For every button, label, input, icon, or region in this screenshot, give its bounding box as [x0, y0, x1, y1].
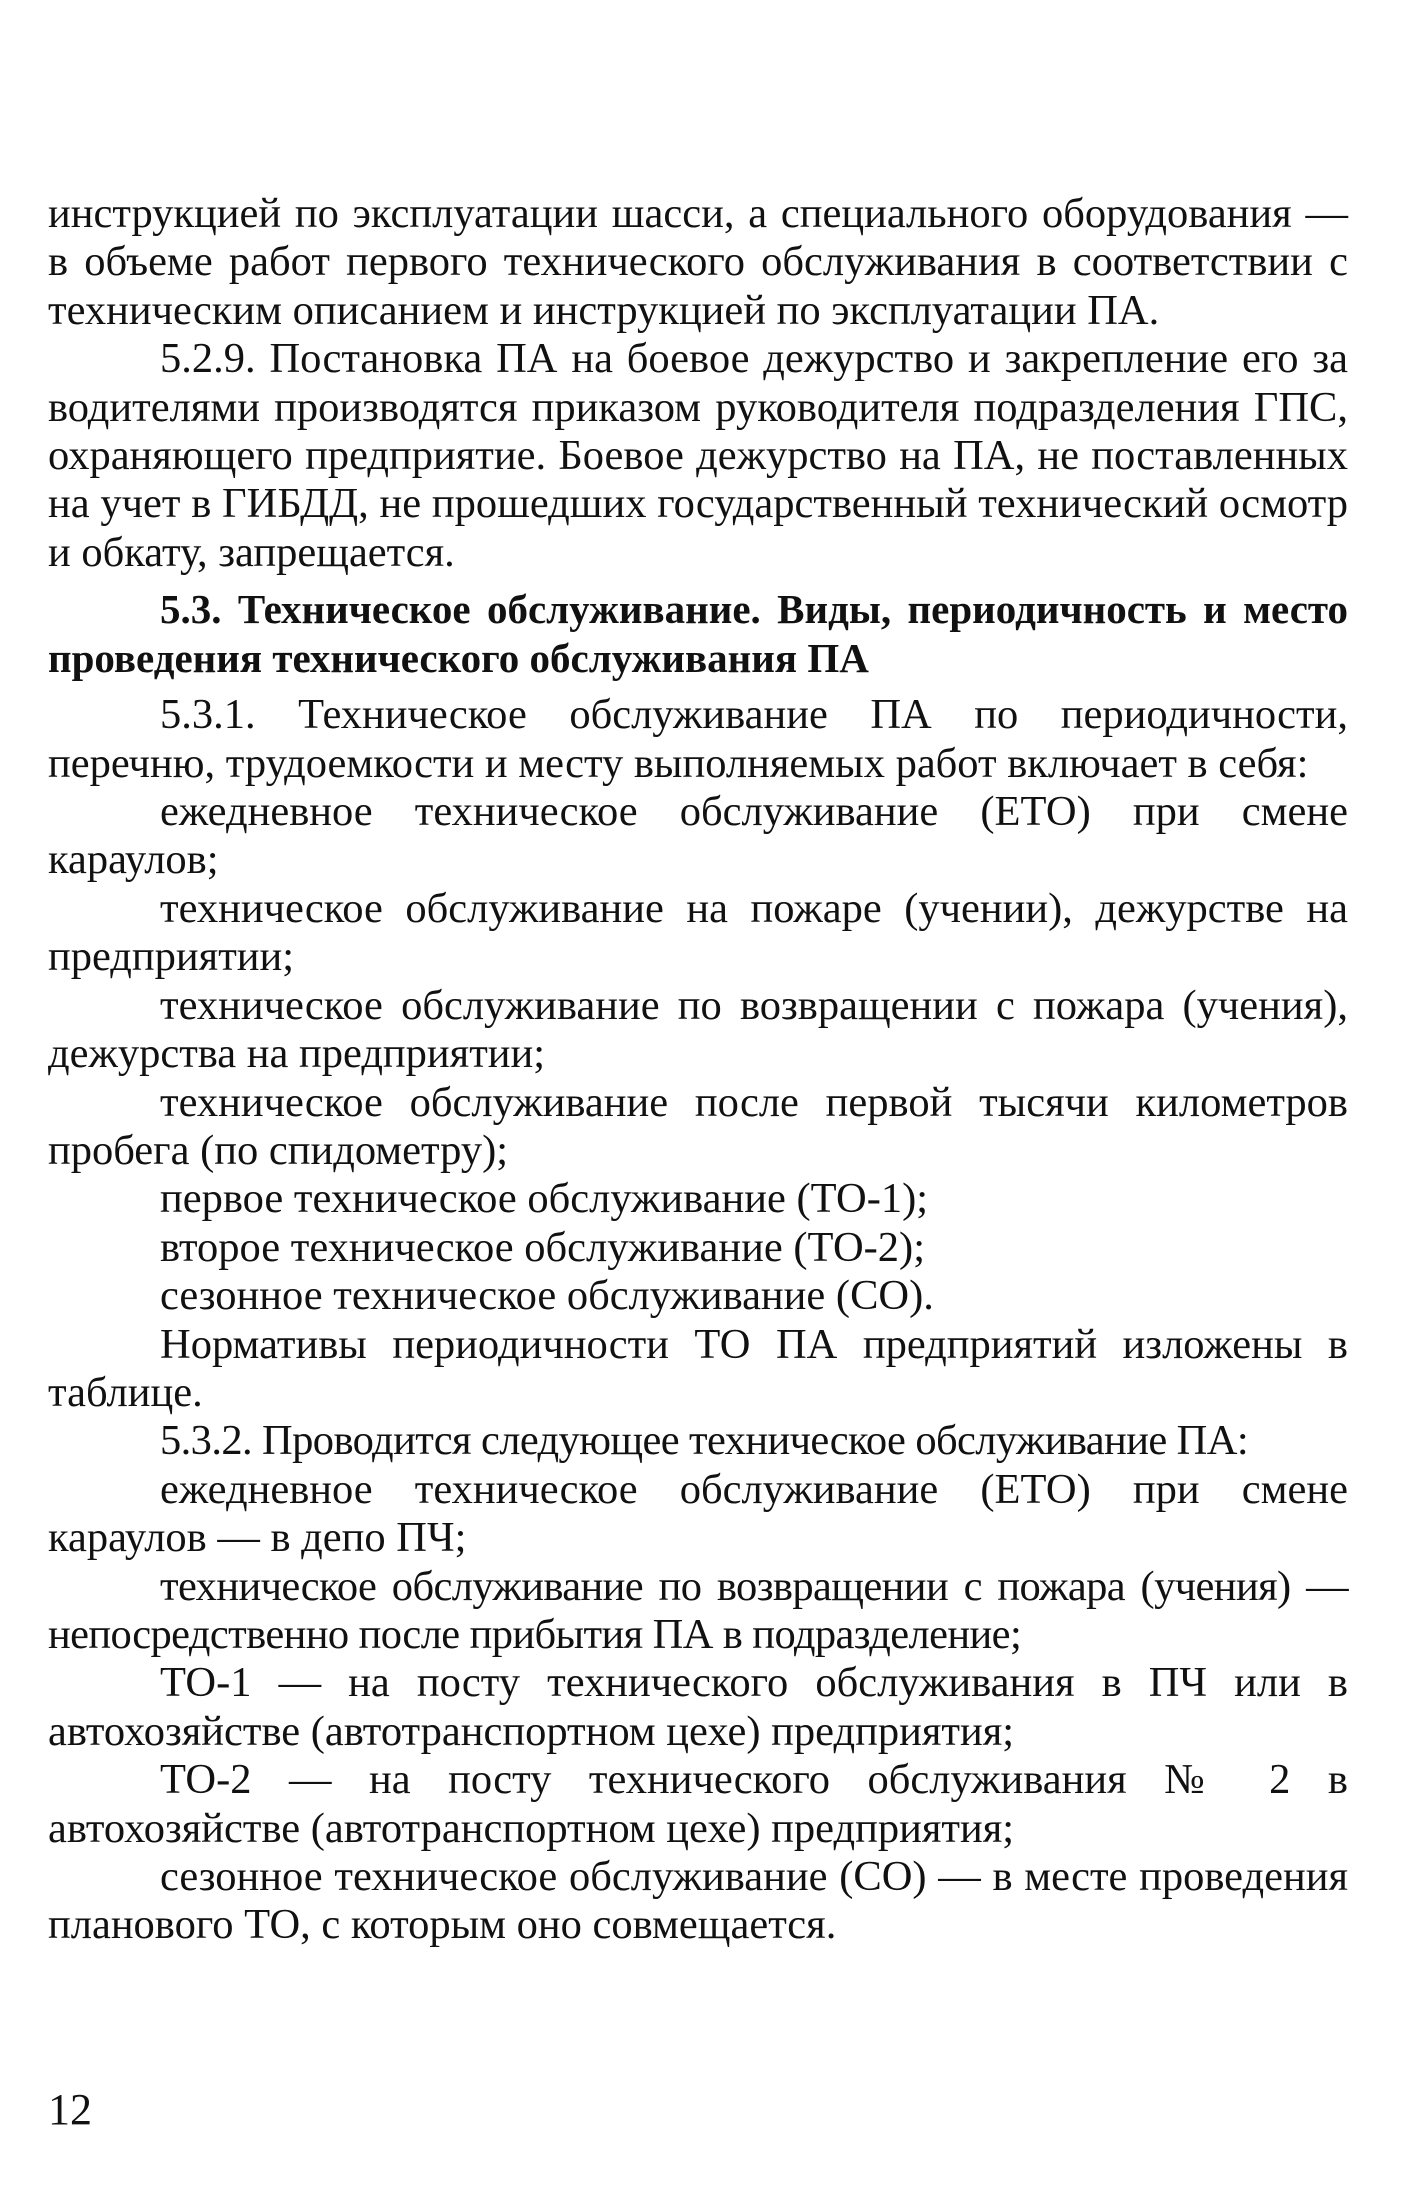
list-item-so-location: сезонное техническое обслуживание (СО) — в месте проведения планового ТО, с которым оно совмещается.: [48, 1853, 1348, 1949]
list-item-eto: ежедневное техническое обслуживание (ЕТО) при смене караулов;: [48, 788, 1348, 884]
list-item-to2: второе техническое обслуживание (ТО-2);: [160, 1223, 925, 1271]
paragraph-5-2-9: 5.2.9. Постановка ПА на боевое дежурство и закрепление его за водителями производятся приказом руководителя подразделения ГПС, охраняющего предприятие. Боевое дежурство на ПА, не поставленных на учет в ГИБДД, не прошедших государственный технический осмотр и обкату, запрещается.: [48, 335, 1348, 576]
list-item-first-thousand: техническое обслуживание после первой тысячи километров пробега (по спидометру);: [48, 1078, 1348, 1174]
paragraph-continuation: инструкцией по эксплуатации шасси, а специального оборудования — в объеме работ первого технического обслуживания в соответствии с техническим описанием и инструкцией по эксплуатации ПА.: [48, 190, 1348, 334]
list-item-fire: техническое обслуживание на пожаре (учении), дежурстве на предприятии;: [48, 884, 1348, 981]
page-number: 12: [48, 2085, 92, 2134]
section-heading-5-3: 5.3. Техническое обслуживание. Виды, периодичность и место проведения технического обслуживания ПА: [48, 586, 1348, 682]
page-body: [48, 190, 1348, 1950]
list-item-eto-location: ежедневное техническое обслуживание (ЕТО) при смене караулов — в депо ПЧ;: [48, 1465, 1348, 1562]
paragraph-5-3-1: 5.3.1. Техническое обслуживание ПА по периодичности, перечню, трудоемкости и месту выполняемых работ включает в себя:: [48, 691, 1348, 787]
list-item-to1-location: ТО-1 — на посту технического обслуживания в ПЧ или в автохозяйстве (автотранспортном цехе) предприятия;: [48, 1659, 1348, 1755]
list-item-to2-location: ТО-2 — на посту технического обслуживания № 2 в автохозяйстве (автотранспортном цехе) предприятия;: [48, 1756, 1348, 1852]
list-item-return: техническое обслуживание по возвращении с пожара (учения), дежурства на предприятии;: [48, 981, 1348, 1078]
list-item-to1: первое техническое обслуживание (ТО-1);: [160, 1175, 929, 1223]
list-item-so: сезонное техническое обслуживание (СО).: [160, 1272, 934, 1320]
paragraph-5-3-2: 5.3.2. Проводится следующее техническое обслуживание ПА:: [160, 1417, 1249, 1465]
list-item-return-location: техническое обслуживание по возвращении с пожара (учения) — непосредственно после прибытия ПА в подразделение;: [48, 1562, 1348, 1658]
paragraph-norms: Нормативы периодичности ТО ПА предприятий изложены в таблице.: [48, 1320, 1348, 1416]
